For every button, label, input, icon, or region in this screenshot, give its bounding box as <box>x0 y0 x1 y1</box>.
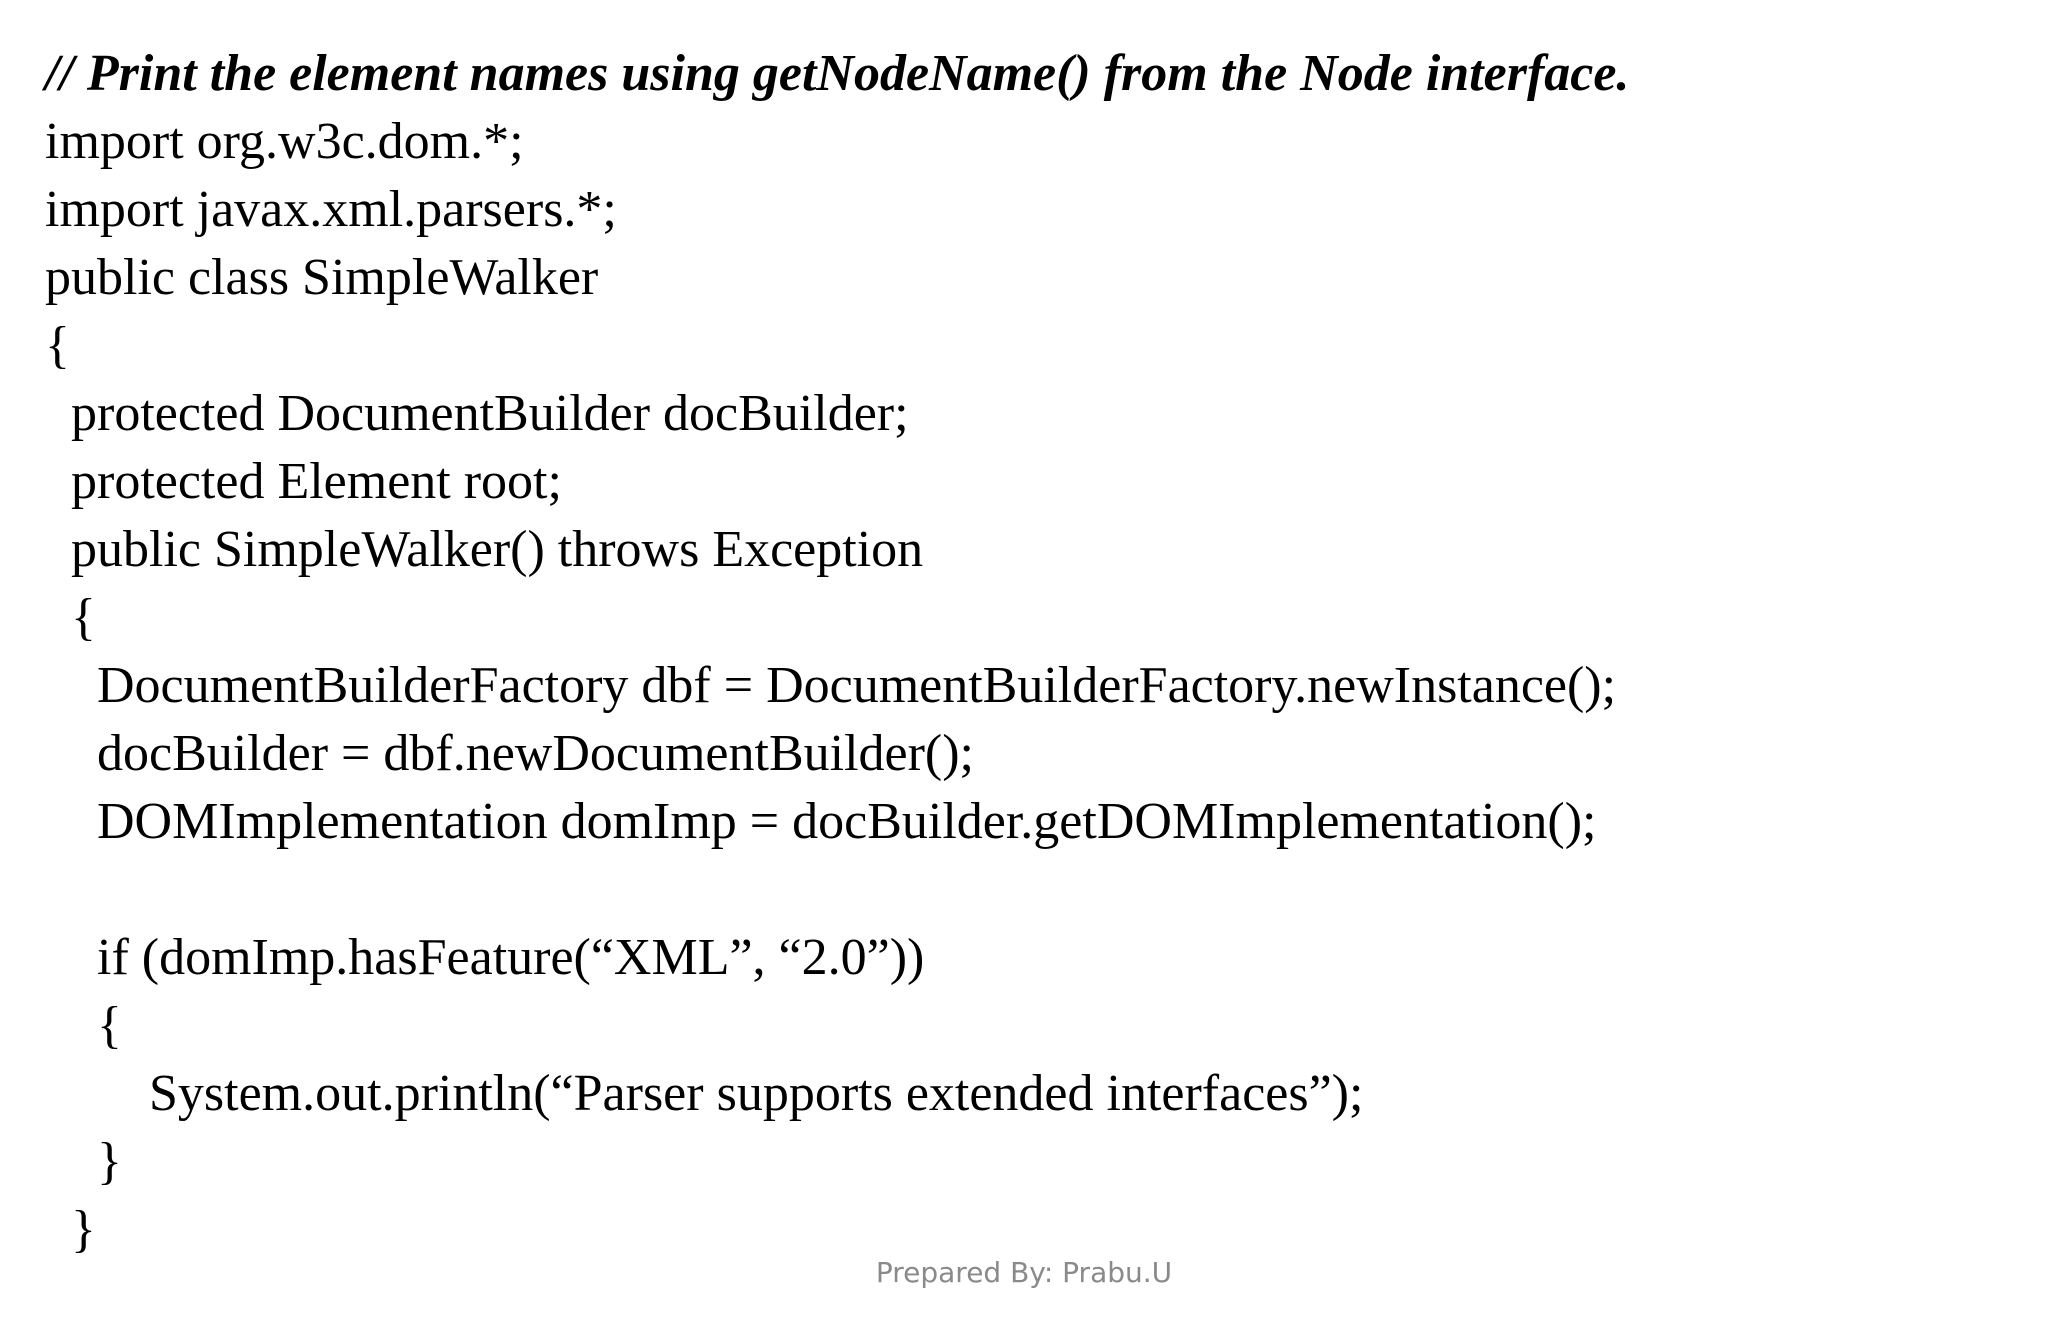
code-line: System.out.println(“Parser supports extended interfaces”); <box>45 1065 1364 1122</box>
code-line: import javax.xml.parsers.*; <box>45 181 617 238</box>
code-line: DocumentBuilderFactory dbf = DocumentBuilderFactory.newInstance(); <box>45 657 1617 714</box>
code-line: if (domImp.hasFeature(“XML”, “2.0”)) <box>45 929 925 986</box>
code-block <box>45 40 2005 1264</box>
code-line: public class SimpleWalker <box>45 249 599 306</box>
code-line: } <box>45 1133 122 1190</box>
code-line: { <box>45 317 70 374</box>
code-line: docBuilder = dbf.newDocumentBuilder(); <box>45 725 974 782</box>
code-line: DOMImplementation domImp = docBuilder.getDOMImplementation(); <box>45 793 1597 850</box>
slide-footer: Prepared By: Prabu.U <box>875 1256 1173 1289</box>
code-line: { <box>45 589 96 646</box>
code-blank-line <box>45 856 2005 924</box>
code-line: import org.w3c.dom.*; <box>45 113 524 170</box>
code-line: public SimpleWalker() throws Exception <box>45 521 924 578</box>
code-comment-line: // Print the element names using getNodeName() from the Node interface. <box>45 45 1630 102</box>
code-line: protected DocumentBuilder docBuilder; <box>45 385 909 442</box>
code-line: } <box>45 1201 96 1258</box>
code-line: protected Element root; <box>45 453 562 510</box>
code-line: { <box>45 997 122 1054</box>
